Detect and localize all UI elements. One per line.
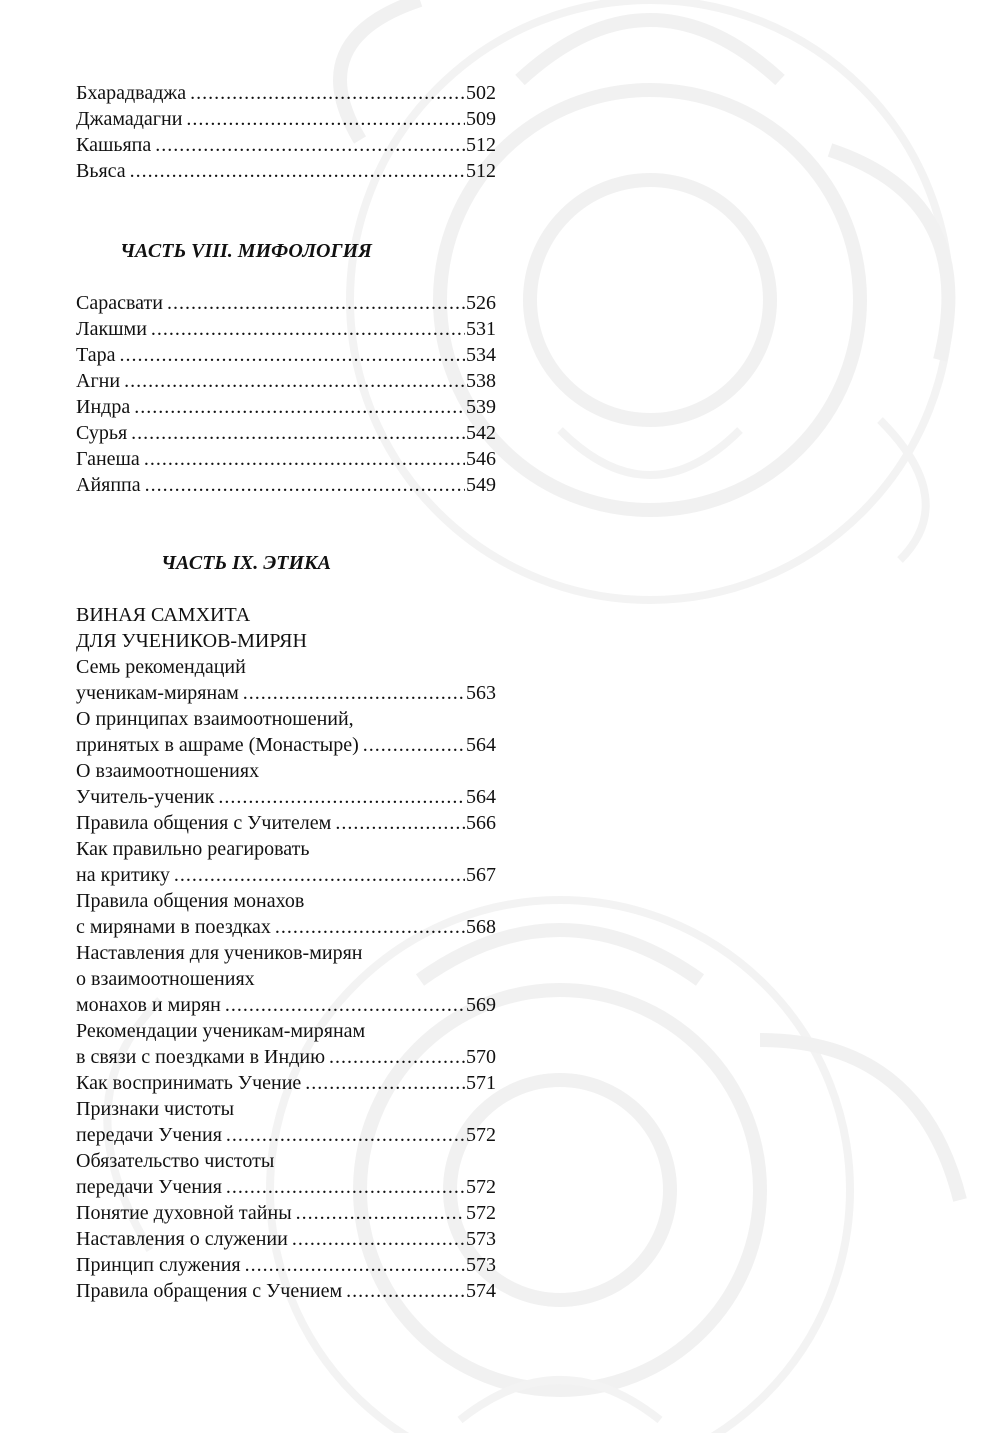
toc-entry-page-number: 546 — [466, 448, 496, 470]
toc-entry-title: Индра — [76, 396, 131, 418]
toc-entry-page-number: 526 — [466, 292, 496, 314]
toc-entry — [76, 810, 496, 836]
toc-leader-dots — [124, 368, 465, 394]
toc-leader-dots — [329, 1044, 465, 1070]
toc-entry-title: Кашьяпа — [76, 134, 152, 156]
toc-leader-dots — [335, 810, 465, 836]
toc-entry-page-number: 538 — [466, 370, 496, 392]
toc-entry-page-number: 574 — [466, 1280, 496, 1302]
toc-entry-title: на критику — [76, 864, 170, 886]
toc-entry — [76, 1252, 496, 1278]
toc-entry — [76, 132, 496, 158]
toc-entry — [76, 1044, 496, 1070]
toc-leader-dots — [186, 106, 465, 132]
toc-leader-dots — [151, 316, 465, 342]
toc-leader-dots — [145, 472, 465, 498]
toc-entry-page-number: 573 — [466, 1228, 496, 1250]
toc-entry-title: Наставления о служении — [76, 1228, 288, 1250]
toc-leader-dots — [144, 446, 465, 472]
part-9-heading: ЧАСТЬ IX. ЭТИКА — [161, 552, 331, 574]
toc-entry — [76, 1278, 496, 1304]
toc-entry-page-number: 563 — [466, 682, 496, 704]
part-8-heading: ЧАСТЬ VIII. МИФОЛОГИЯ — [120, 240, 372, 262]
toc-entry — [76, 1226, 496, 1252]
toc-leader-dots — [243, 680, 465, 706]
toc-entry-page-number: 509 — [466, 108, 496, 130]
toc-entry-page-number: 531 — [466, 318, 496, 340]
toc-entry-page-number: 502 — [466, 82, 496, 104]
toc-entry-title: передачи Учения — [76, 1124, 222, 1146]
part-9-subheading-line-2: ДЛЯ УЧЕНИКОВ-МИРЯН — [76, 630, 307, 652]
toc-group-part-8 — [76, 290, 496, 498]
toc-entry-page-number: 568 — [466, 916, 496, 938]
toc-entry-title: ученикам-мирянам — [76, 682, 239, 704]
toc-group-part-9 — [76, 654, 496, 1304]
toc-entry-page-number: 572 — [466, 1176, 496, 1198]
toc-entry-title: Айяппа — [76, 474, 141, 496]
toc-entry-page-number: 572 — [466, 1124, 496, 1146]
toc-entry-title: Сурья — [76, 422, 128, 444]
toc-entry-title: Правила обращения с Учением — [76, 1280, 343, 1302]
toc-leader-dots — [296, 1200, 465, 1226]
toc-leader-dots — [225, 992, 465, 1018]
toc-entry — [76, 1070, 496, 1096]
toc-entry-page-number: 567 — [466, 864, 496, 886]
toc-leader-dots — [218, 784, 465, 810]
toc-leader-dots — [275, 914, 465, 940]
toc-entry-title: Лакшми — [76, 318, 147, 340]
toc-entry-page-number: 542 — [466, 422, 496, 444]
toc-entry — [76, 342, 496, 368]
toc-entry-page-number: 564 — [466, 734, 496, 756]
toc-entry — [76, 1200, 496, 1226]
toc-entry-title-line: О взаимоотношениях — [76, 760, 260, 782]
toc-entry-page-number: 570 — [466, 1046, 496, 1068]
toc-entry-title: передачи Учения — [76, 1176, 222, 1198]
toc-group-top — [76, 80, 496, 184]
toc-entry-page-number: 569 — [466, 994, 496, 1016]
toc-leader-dots — [305, 1070, 465, 1096]
toc-entry-title: Правила общения с Учителем — [76, 812, 332, 834]
toc-leader-dots — [174, 862, 465, 888]
toc-entry — [76, 472, 496, 498]
toc-leader-dots — [130, 158, 465, 184]
toc-entry-title: Тара — [76, 344, 116, 366]
toc-leader-dots — [190, 80, 465, 106]
toc-entry — [76, 1122, 496, 1148]
toc-entry-title-line: Правила общения монахов — [76, 890, 305, 912]
toc-entry-title: в связи с поездками в Индию — [76, 1046, 326, 1068]
toc-entry-title: Как воспринимать Учение — [76, 1072, 302, 1094]
toc-entry-title-line: Признаки чистоты — [76, 1098, 235, 1120]
part-9-subheading-line-1: ВИНАЯ САМХИТА — [76, 604, 251, 626]
toc-entry-title: монахов и мирян — [76, 994, 221, 1016]
toc-entry-title: Вьяса — [76, 160, 126, 182]
toc-leader-dots — [131, 420, 465, 446]
toc-entry-title: Агни — [76, 370, 121, 392]
toc-entry — [76, 862, 496, 888]
toc-entry-title-line: о взаимоотношениях — [76, 968, 255, 990]
toc-entry-title-line: Рекомендации ученикам-мирянам — [76, 1020, 366, 1042]
toc-leader-dots — [134, 394, 465, 420]
toc-leader-dots — [363, 732, 465, 758]
toc-entry-page-number: 573 — [466, 1254, 496, 1276]
toc-entry-title: с мирянами в поездках — [76, 916, 271, 938]
toc-leader-dots — [245, 1252, 465, 1278]
toc-entry — [76, 914, 496, 940]
toc-entry-page-number: 512 — [466, 134, 496, 156]
toc-entry — [76, 732, 496, 758]
toc-entry-title: Ганеша — [76, 448, 140, 470]
toc-entry-title: Сарасвати — [76, 292, 163, 314]
toc-entry-page-number: 564 — [466, 786, 496, 808]
toc-entry — [76, 290, 496, 316]
toc-entry — [76, 158, 496, 184]
toc-entry — [76, 992, 496, 1018]
toc-entry-title: Принцип служения — [76, 1254, 241, 1276]
toc-entry-title: Учитель-ученик — [76, 786, 215, 808]
toc-entry — [76, 1174, 496, 1200]
toc-entry-title-line: Как правильно реагировать — [76, 838, 310, 860]
toc-entry-title-line: Семь рекомендаций — [76, 656, 246, 678]
toc-entry-page-number: 534 — [466, 344, 496, 366]
toc-leader-dots — [226, 1122, 465, 1148]
toc-entry-title: Понятие духовной тайны — [76, 1202, 292, 1224]
toc-entry-title: принятых в ашраме (Монастыре) — [76, 734, 359, 756]
toc-entry-title-line: О принципах взаимоотношений, — [76, 708, 354, 730]
toc-entry-page-number: 549 — [466, 474, 496, 496]
toc-leader-dots — [346, 1278, 465, 1304]
toc-entry-page-number: 539 — [466, 396, 496, 418]
toc-entry — [76, 420, 496, 446]
toc-leader-dots — [167, 290, 465, 316]
toc-entry — [76, 446, 496, 472]
toc-leader-dots — [226, 1174, 465, 1200]
toc-entry-title: Джамадагни — [76, 108, 183, 130]
toc-entry — [76, 394, 496, 420]
toc-leader-dots — [119, 342, 465, 368]
toc-leader-dots — [155, 132, 465, 158]
toc-entry — [76, 680, 496, 706]
toc-entry — [76, 106, 496, 132]
toc-entry-title: Бхарадваджа — [76, 82, 187, 104]
toc-entry — [76, 316, 496, 342]
toc-entry-page-number: 572 — [466, 1202, 496, 1224]
toc-entry-page-number: 571 — [466, 1072, 496, 1094]
toc-entry-title-line: Наставления для учеников-мирян — [76, 942, 363, 964]
toc-entry-page-number: 512 — [466, 160, 496, 182]
toc-entry — [76, 80, 496, 106]
toc-entry-title-line: Обязательство чистоты — [76, 1150, 275, 1172]
toc-entry-page-number: 566 — [466, 812, 496, 834]
toc-entry — [76, 784, 496, 810]
table-of-contents — [76, 80, 496, 1304]
toc-entry — [76, 368, 496, 394]
toc-leader-dots — [292, 1226, 465, 1252]
